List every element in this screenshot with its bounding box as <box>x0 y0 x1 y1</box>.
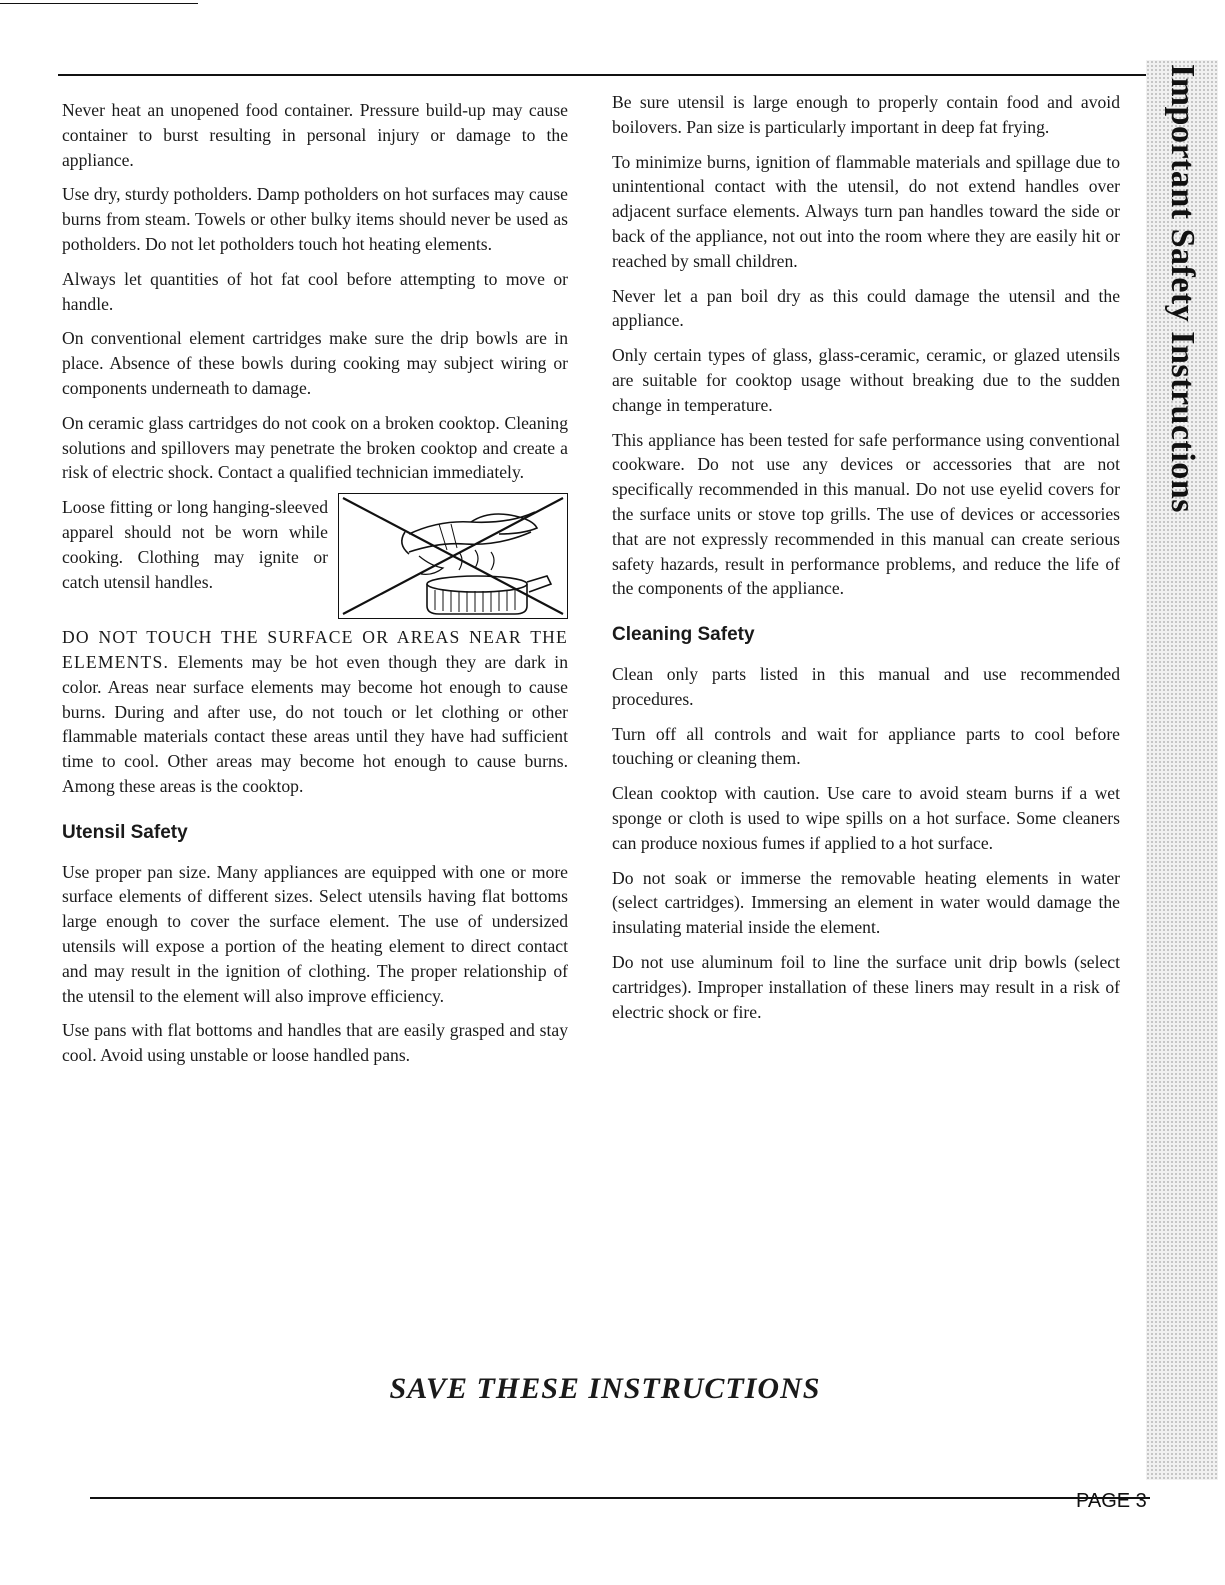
paragraph: Only certain types of glass, glass-ceramic, ceramic, or glazed utensils are suitable for cooktop usage without breaking due to the sudden change in temperature. <box>612 345 1120 415</box>
section-heading-cleaning-safety: Cleaning Safety <box>612 624 755 646</box>
top-rule <box>58 74 1148 76</box>
page-number: PAGE 3 <box>1076 1490 1147 1512</box>
warning-lead: DO NOT TOUCH THE SURFACE OR AREAS NEAR THE ELEMENTS. <box>62 627 568 672</box>
paragraph: Do not soak or immerse the removable heating elements in water (select cartridges). Immersing an element in water would damage the insulating material inside the element. <box>612 867 1120 938</box>
paragraph: Turn off all controls and wait for appliance parts to cool before touching or cleaning them. <box>612 723 1120 769</box>
paragraph: Use proper pan size. Many appliances are equipped with one or more surface elements of different sizes. Select utensils having flat bottoms large enough to cover the surface element. The use of undersized utensils will expose a portion of the heating element to direct contact and may result in the ignition of clothing. The proper relationship of the utensil to the element will also improve efficiency. <box>62 861 568 1006</box>
paragraph: On ceramic glass cartridges do not cook on a broken cooktop. Cleaning solutions and spillovers may penetrate the broken cooktop and create a risk of electric shock. Contact a qualified technician immediately. <box>62 412 568 483</box>
paragraph: On conventional element cartridges make sure the drip bowls are in place. Absence of these bowls during cooking may subject wiring or components underneath to damage. <box>62 328 568 398</box>
paragraph: Clean cooktop with caution. Use care to avoid steam burns if a wet sponge or cloth is used to wipe spills on a hot surface. Some cleaners can produce noxious fumes if applied to a hot surface. <box>612 783 1120 853</box>
save-instructions-banner: SAVE THESE INSTRUCTIONS <box>389 1372 821 1405</box>
paragraph: Use dry, sturdy potholders. Damp potholders on hot surfaces may cause burns from steam. Towels or other bulky items should never be used as potholders. Do not let potholders touch hot heating elements. <box>62 184 568 254</box>
warning-body: Elements may be hot even though they are dark in color. Areas near surface elements may become hot enough to cause burns. During and after use, do not touch or let clothing or other flammable materials contact these areas until they have had sufficient time to cool. Other areas may become hot enough to cause burns. Among these areas is the cooktop. <box>62 651 568 796</box>
paragraph: Never heat an unopened food container. Pressure build-up may cause container to burst resulting in personal injury or damage to the appliance. <box>62 100 568 170</box>
paragraph: Be sure utensil is large enough to properly contain food and avoid boilovers. Pan size is particularly important in deep fat frying. <box>612 92 1120 137</box>
sidebar-tab <box>1146 60 1218 1480</box>
paragraph <box>62 625 568 799</box>
paragraph: Use pans with flat bottoms and handles that are easily grasped and stay cool. Avoid using unstable or loose handled pans. <box>62 1020 568 1066</box>
paragraph: Never let a pan boil dry as this could damage the utensil and the appliance. <box>612 285 1120 331</box>
no-loose-sleeves-icon <box>338 493 568 619</box>
apparel-warning <box>62 495 568 619</box>
left-column <box>62 98 568 1078</box>
corner-rule <box>0 3 198 4</box>
section-heading-utensil-safety: Utensil Safety <box>62 821 188 843</box>
paragraph: This appliance has been tested for safe performance using conventional cookware. Do not use any devices or accessories that are not specifically recommended in this manual. Do not use eyelid covers for the surface units or stove top grills. The use of devices or accessories that are not expressly recommended in this manual can create serious safety hazards, result in performance problems, and reduce the life of the components of the appliance. <box>612 429 1120 599</box>
sidebar-title: Important Safety Instructions <box>1164 64 1201 513</box>
paragraph: To minimize burns, ignition of flammable materials and spillage due to unintentional contact with the utensil, do not extend handles over adjacent surface elements. Always turn pan handles toward the side or back of the appliance, not out into the room where they are easily hit or reached by small children. <box>612 151 1120 271</box>
paragraph: Do not use aluminum foil to line the surface unit drip bowls (select cartridges). Improper installation of these liners may result in a risk of electric shock or fire. <box>612 951 1120 1022</box>
right-column <box>612 90 1120 1034</box>
bottom-rule <box>90 1497 1150 1499</box>
paragraph: Clean only parts listed in this manual and use recommended procedures. <box>612 663 1120 709</box>
paragraph: Loose fitting or long hanging-sleeved apparel should not be worn while cooking. Clothing may ignite or catch utensil handles. <box>62 497 328 592</box>
paragraph: Always let quantities of hot fat cool before attempting to move or handle. <box>62 268 568 314</box>
